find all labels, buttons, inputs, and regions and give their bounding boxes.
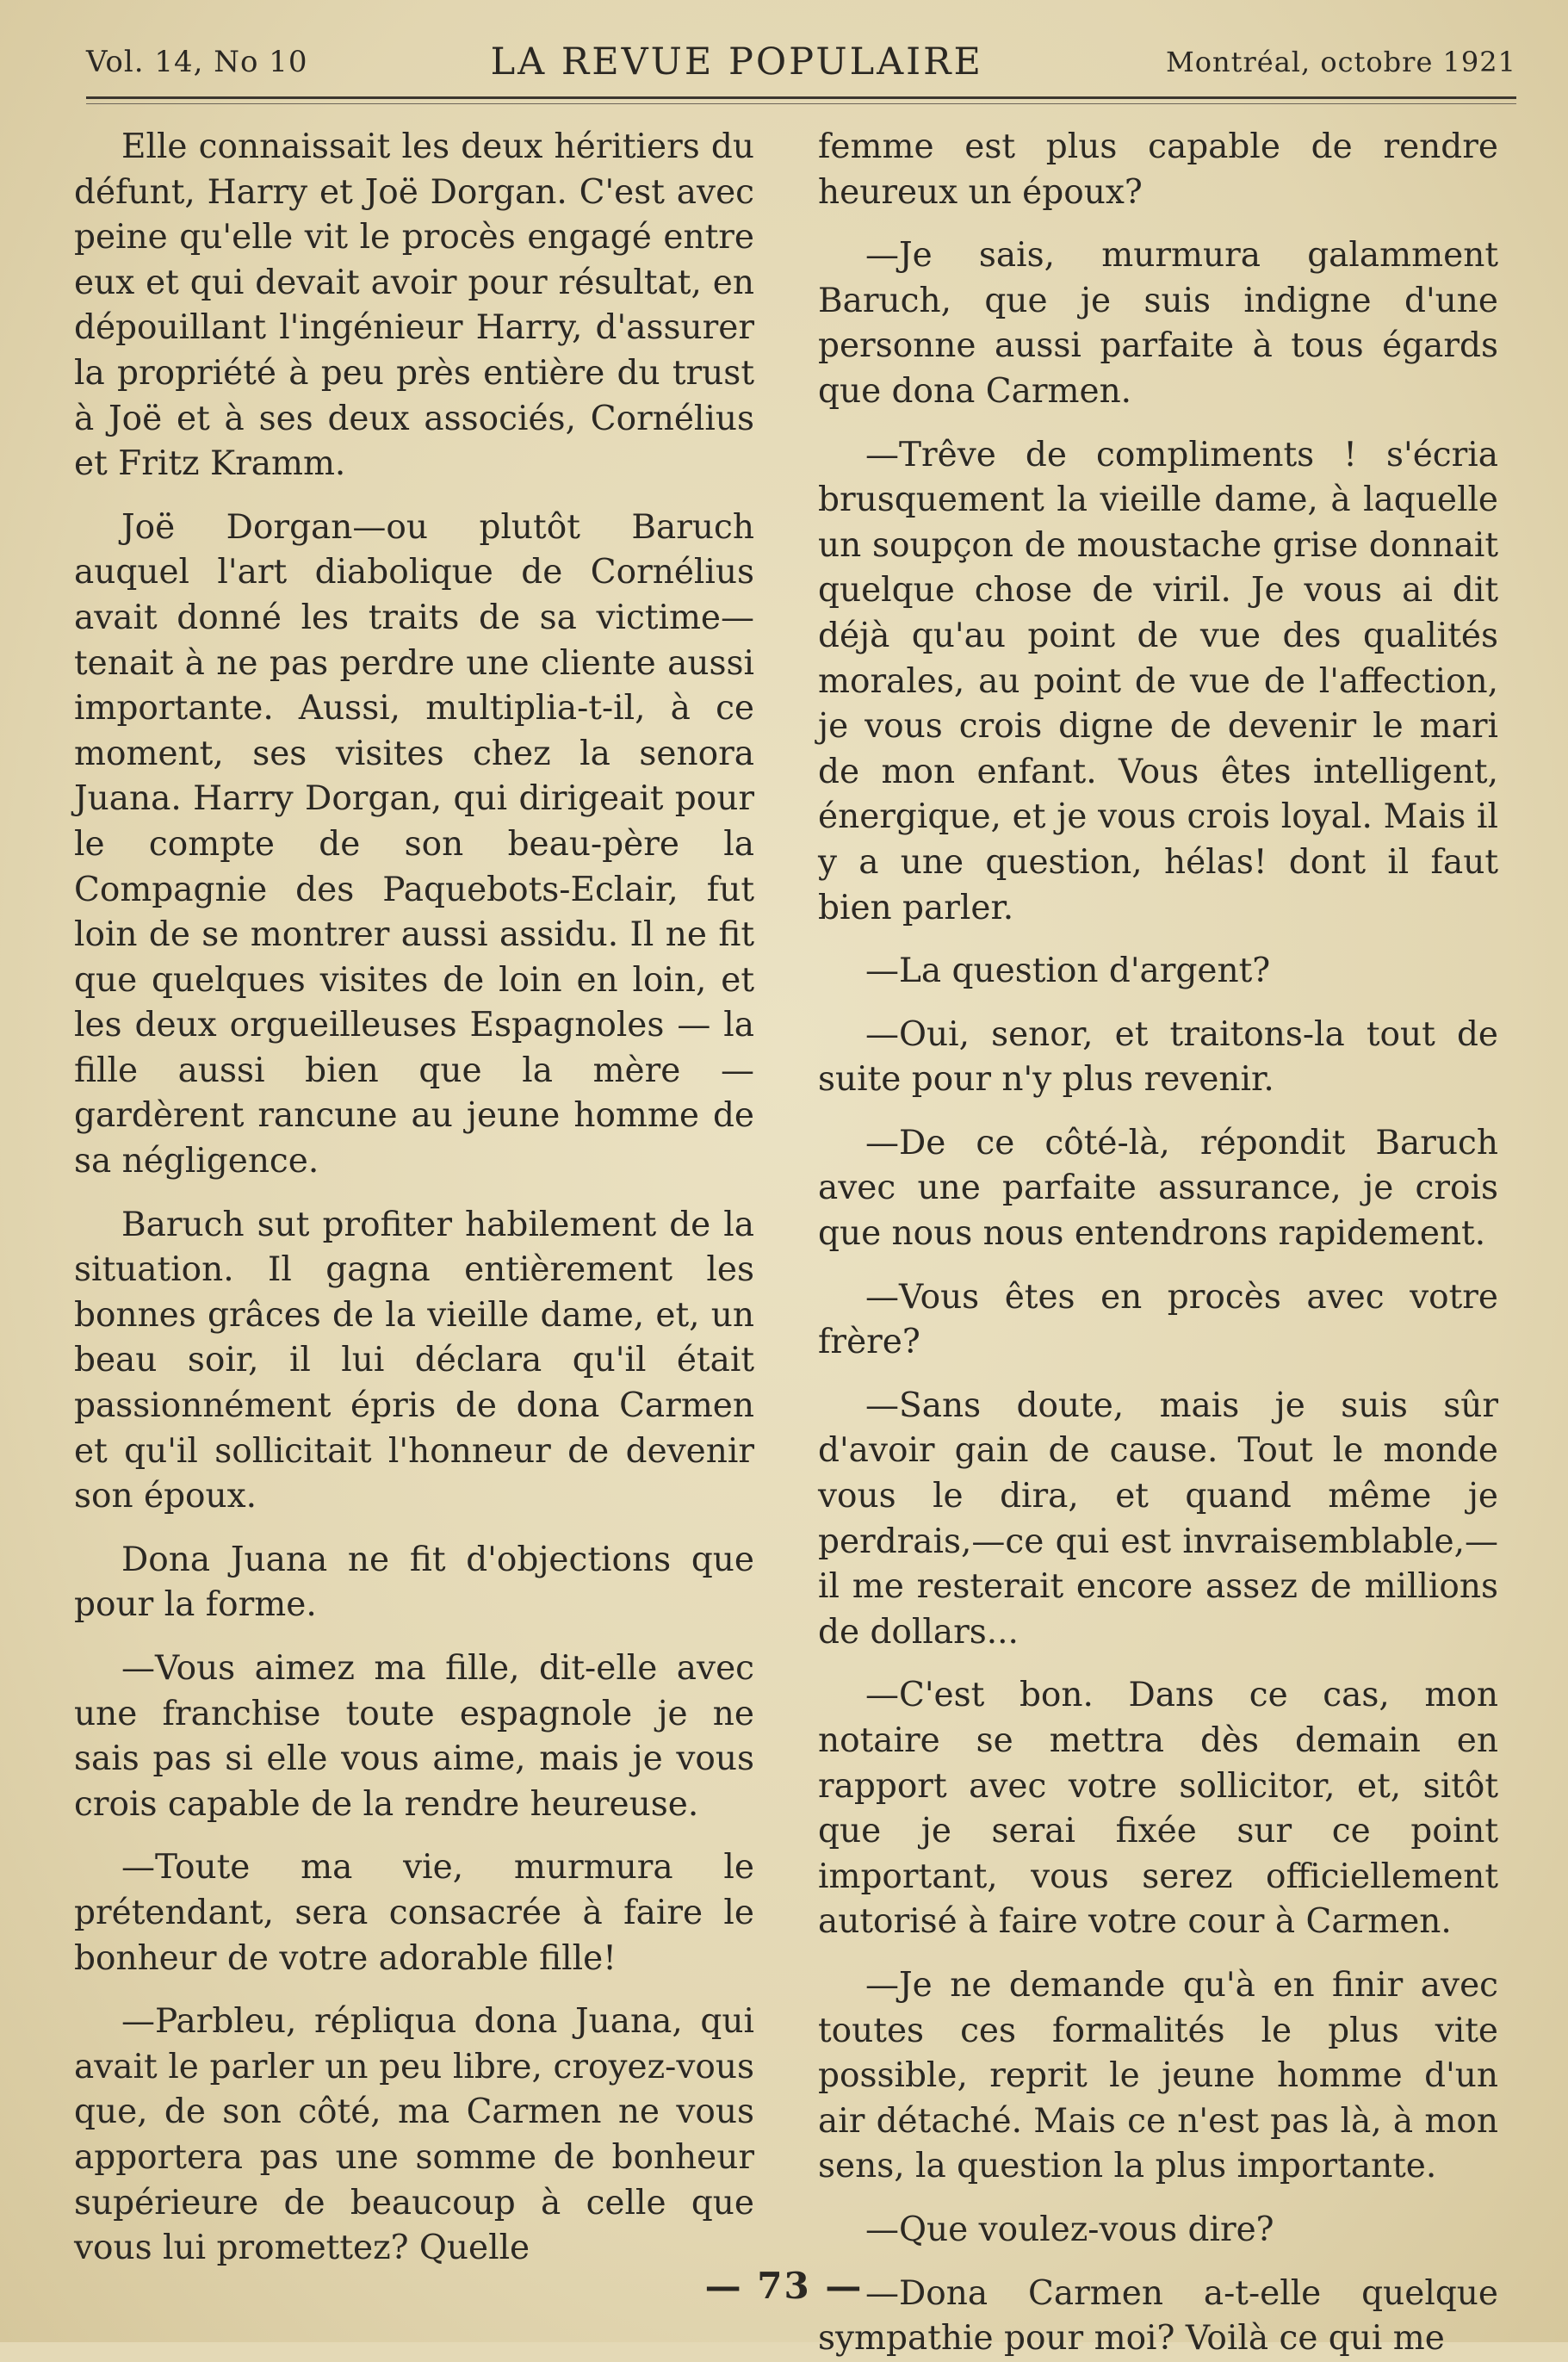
paragraph-continued: femme est plus capable de rendre heureux un époux? [818, 127, 1498, 212]
left-column [74, 125, 754, 2268]
paragraph: —De ce côté-là, répondit Baruch avec une parfaite assurance, je crois que nous nous entendrons rapidement. [818, 1123, 1498, 1254]
paragraph: —Trêve de compliments ! s'écria brusquement la vieille dame, à laquelle un soupçon de moustache grise donnait quelque chose de viril. Je vous ai dit déjà qu'au point de vue des qualités morales, au point de vue de l'affection, je vous crois digne de devenir le mari de mon enfant. Vous êtes intelligent, énergique, et je vous crois loyal. Mais il y a une question, hélas! dont il faut bien parler. [818, 435, 1498, 927]
page-number: 73 [757, 2265, 811, 2307]
page-folio [0, 2265, 1568, 2307]
paragraph: Baruch sut profiter habilement de la situation. Il gagna entièrement les bonnes grâces de la vieille dame, et, un beau soir, il lui déclara qu'il était passionnément épris de dona Carmen et qu'il sollicitait l'honneur de devenir son époux. [74, 1205, 754, 1516]
paragraph: —Je ne demande qu'à en finir avec toutes ces formalités le plus vite possible, reprit le jeune homme d'un air détaché. Mais ce n'est pas là, à mon sens, la question la plus importante. [818, 1965, 1498, 2186]
paragraph: —Oui, senor, et traitons-la tout de suite pour n'y plus revenir. [818, 1014, 1498, 1100]
paragraph: Elle connaissait les deux héritiers du défunt, Harry et Joë Dorgan. C'est avec peine qu'elle vit le procès engagé entre eux et qui devait avoir pour résultat, en dépouillant l'ingénieur Harry, d'assurer la propriété à peu près entière du trust à Joë et à ses deux associés, Cornélius et Fritz Kramm. [74, 127, 754, 484]
paragraph: —Sans doute, mais je suis sûr d'avoir gain de cause. Tout le monde vous le dira, et quand même je perdrais,—ce qui est invraisemblable,—il me resterait encore assez de millions de dollars... [818, 1386, 1498, 1652]
header-rule [86, 96, 1516, 99]
volume-number: Vol. 14, No 10 [86, 45, 308, 79]
paragraph: Dona Juana ne fit d'objections que pour la forme. [74, 1540, 754, 1625]
paragraph: —Toute ma vie, murmura le prétendant, sera consacrée à faire le bonheur de votre adorable fille! [74, 1848, 754, 1978]
paragraph: —Vous êtes en procès avec votre frère? [818, 1277, 1498, 1362]
paragraph: —Vous aimez ma fille, dit-elle avec une franchise toute espagnole je ne sais pas si elle vous aime, mais je vous crois capable de la rendre heureuse. [74, 1649, 754, 1824]
paragraph: —Je sais, murmura galamment Baruch, que je suis indigne d'une personne aussi parfaite à tous égards que dona Carmen. [818, 236, 1498, 411]
issue-date: Montréal, octobre 1921 [1165, 46, 1516, 78]
paragraph: —Dona Carmen a-t-elle quelque sympathie pour moi? Voilà ce qui me [818, 2273, 1498, 2359]
running-header [86, 36, 1516, 88]
folio-ornament-left: — [704, 2265, 758, 2307]
header-rule-thin [86, 103, 1516, 104]
paragraph: —Que voulez-vous dire? [865, 2210, 1274, 2249]
magazine-title: LA REVUE POPULAIRE [490, 40, 983, 84]
paragraph: —La question d'argent? [865, 952, 1271, 991]
paragraph: —Parbleu, répliqua dona Juana, qui avait le parler un peu libre, croyez-vous que, de son côté, ma Carmen ne vous apportera pas une somme de bonheur supérieure de beaucoup à celle que vous lui promettez? Quelle [74, 2002, 754, 2268]
paragraph: —C'est bon. Dans ce cas, mon notaire se mettra dès demain en rapport avec votre sollicitor, et, sitôt que je serai fixée sur ce point important, vous serez officiellement autorisé à faire votre cour à Carmen. [818, 1676, 1498, 1942]
folio-ornament-right: — [810, 2265, 864, 2307]
right-column [818, 125, 1498, 2359]
paragraph: Joë Dorgan—ou plutôt Baruch auquel l'art diabolique de Cornélius avait donné les traits de sa victime—tenait à ne pas perdre une cliente aussi importante. Aussi, multiplia-t-il, à ce moment, ses visites chez la senora Juana. Harry Dorgan, qui dirigeait pour le compte de son beau-père la Compagnie des Paquebots-Eclair, fut loin de se montrer aussi assidu. Il ne fit que quelques visites de loin en loin, et les deux orgueilleuses Espagnoles — la fille aussi bien que la mère — gardèrent rancune au jeune homme de sa négligence. [74, 507, 754, 1181]
